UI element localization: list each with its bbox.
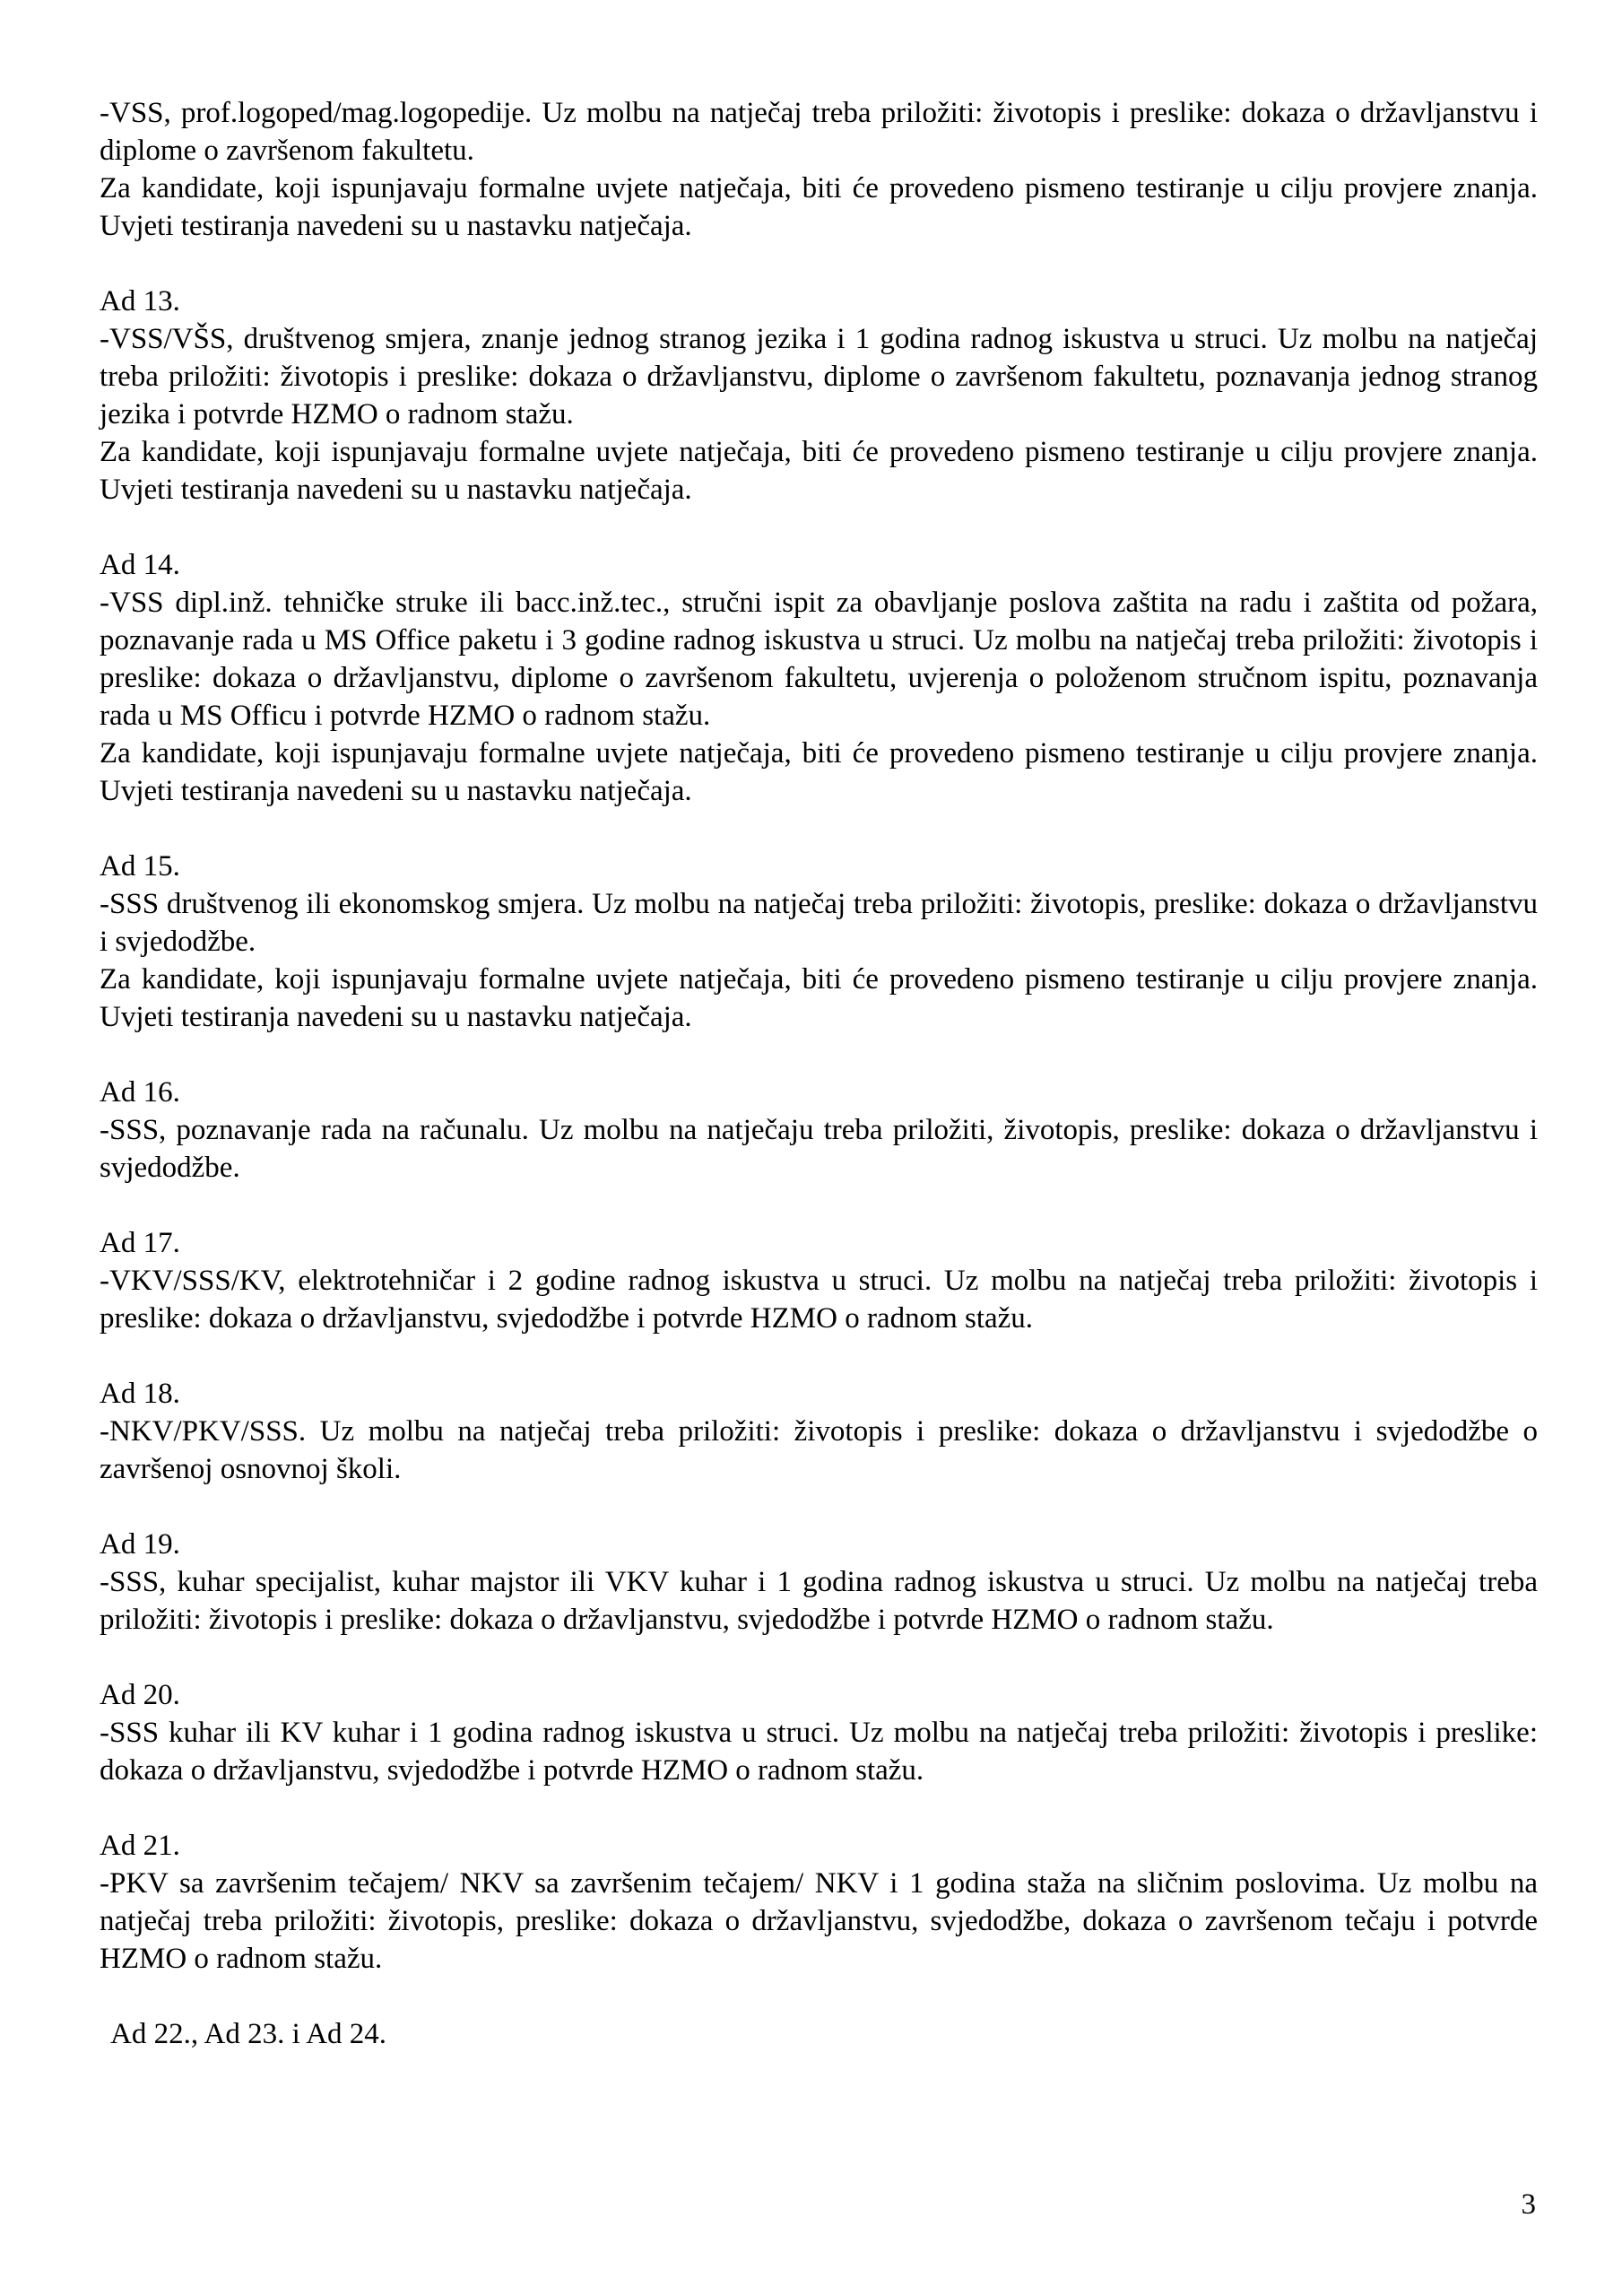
section-text-ad-18: -NKV/PKV/SSS. Uz molbu na natječaj treba priložiti: životopis i preslike: dokaza o državljanstvu i svjedodžbe o završenoj osnovnoj školi. — [100, 1415, 1538, 1485]
section-text-ad-19: -SSS, kuhar specijalist, kuhar majstor ili VKV kuhar i 1 godina radnog iskustva u struci. Uz molbu na natječaj treba priložiti: životopis i preslike: dokaza o državljanstvu, svjedodžbe i potvrde HZMO o radnom stažu. — [100, 1566, 1538, 1636]
spacer — [100, 1337, 1538, 1375]
section-testing-ad-14: Za kandidate, koji ispunjavaju formalne uvjete natječaja, biti će provedeno pismeno testiranje u cilju provjere znanja. Uvjeti testiranja navedeni su u nastavku natječaja. — [100, 737, 1538, 807]
spacer — [100, 810, 1538, 848]
spacer — [100, 1978, 1538, 2015]
spacer — [100, 1036, 1538, 1074]
document-body — [100, 94, 1538, 2053]
section-heading-ad-21: Ad 21. — [100, 1830, 180, 1862]
intro-requirement: -VSS, prof.logoped/mag.logopedije. Uz molbu na natječaj treba priložiti: životopis i preslike: dokaza o državljanstvu i diplome o završenom fakultetu. — [100, 97, 1538, 167]
spacer — [100, 245, 1538, 283]
section-text-ad-13: -VSS/VŠS, društvenog smjera, znanje jednog stranog jezika i 1 godina radnog iskustva u struci. Uz molbu na natječaj treba priložiti: životopis i preslike: dokaza o državljanstvu, diplome o završenom fakultetu, poznavanja jednog stranog jezika i potvrde HZMO o radnom stažu. — [100, 323, 1538, 430]
section-text-ad-16: -SSS, poznavanje rada na računalu. Uz molbu na natječaju treba priložiti, životopis, preslike: dokaza o državljanstvu i svjedodžbe. — [100, 1114, 1538, 1184]
section-text-ad-20: -SSS kuhar ili KV kuhar i 1 godina radnog iskustva u struci. Uz molbu na natječaj treba priložiti: životopis i preslike: dokaza o državljanstvu, svjedodžbe i potvrde HZMO o radnom stažu. — [100, 1717, 1538, 1787]
spacer — [100, 509, 1538, 546]
section-text-ad-14: -VSS dipl.inž. tehničke struke ili bacc.inž.tec., stručni ispit za obavljanje poslova zaštita na radu i zaštita od požara, poznavanje rada u MS Office paketu i 3 godine radnog iskustva u struci. Uz molbu na natječaj treba priložiti: životopis i preslike: dokaza o državljanstvu, diplome o završenom fakultetu, uvjerenja o položenom stručnom ispitu, poznavanja rada u MS Officu i potvrde HZMO o radnom stažu. — [100, 587, 1538, 732]
section-text-ad-17: -VKV/SSS/KV, elektrotehničar i 2 godine radnog iskustva u struci. Uz molbu na natječaj treba priložiti: životopis i preslike: dokaza o državljanstvu, svjedodžbe i potvrde HZMO o radnom stažu. — [100, 1265, 1538, 1335]
section-heading-ad-18: Ad 18. — [100, 1378, 180, 1410]
intro-testing-note: Za kandidate, koji ispunjavaju formalne uvjete natječaja, biti će provedeno pismeno testiranje u cilju provjere znanja. Uvjeti testiranja navedeni su u nastavku natječaja. — [100, 172, 1538, 242]
spacer — [100, 1187, 1538, 1224]
spacer — [100, 1488, 1538, 1526]
section-heading-ad-15: Ad 15. — [100, 850, 180, 883]
section-testing-ad-15: Za kandidate, koji ispunjavaju formalne uvjete natječaja, biti će provedeno pismeno testiranje u cilju provjere znanja. Uvjeti testiranja navedeni su u nastavku natječaja. — [100, 963, 1538, 1033]
page-number: 3 — [1521, 2188, 1536, 2221]
section-text-ad-21: -PKV sa završenim tečajem/ NKV sa završenim tečajem/ NKV i 1 godina staža na sličnim poslovima. Uz molbu na natječaj treba priložiti: životopis, preslike: dokaza o državljanstvu, svjedodžbe, dokaza o završenom tečaju i potvrde HZMO o radnom stažu. — [100, 1867, 1538, 1975]
spacer — [100, 1639, 1538, 1676]
section-testing-ad-13: Za kandidate, koji ispunjavaju formalne uvjete natječaja, biti će provedeno pismeno testiranje u cilju provjere znanja. Uvjeti testiranja navedeni su u nastavku natječaja. — [100, 436, 1538, 506]
section-heading-ad-19: Ad 19. — [100, 1528, 180, 1561]
section-heading-ad-13: Ad 13. — [100, 285, 180, 317]
section-text-ad-15: -SSS društvenog ili ekonomskog smjera. Uz molbu na natječaj treba priložiti: životopis, preslike: dokaza o državljanstvu i svjedodžbe. — [100, 888, 1538, 958]
section-heading-ad-20: Ad 20. — [100, 1679, 180, 1711]
section-heading-ad-16: Ad 16. — [100, 1076, 180, 1109]
spacer — [100, 1789, 1538, 1827]
section-heading-ad-17: Ad 17. — [100, 1227, 180, 1259]
section-heading-ad-14: Ad 14. — [100, 549, 180, 581]
closing-heading: Ad 22., Ad 23. i Ad 24. — [110, 2018, 387, 2050]
